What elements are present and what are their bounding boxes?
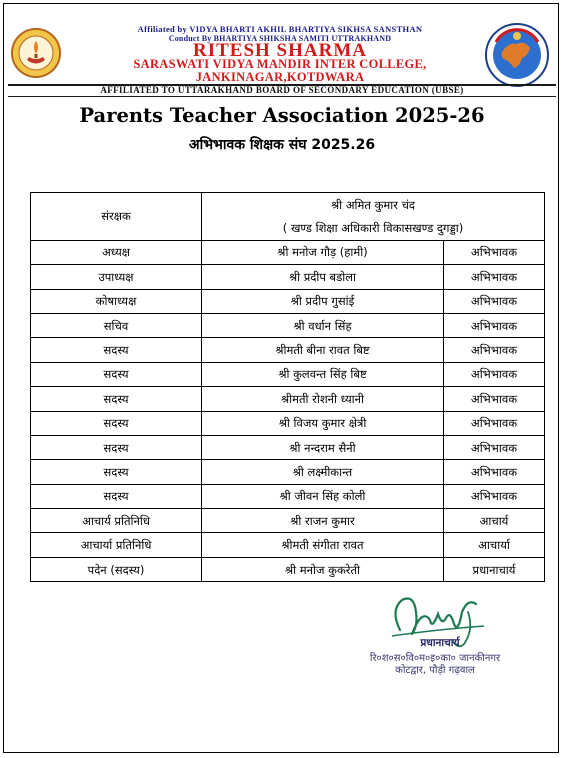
conduct-line: Conduct By BHARTIYA SHIKSHA SAMITI UTTRAKHAND [168, 34, 392, 43]
school-address: JANKINAGAR,KOTDWARA [195, 70, 365, 84]
signature-school: रि०श०स०वि०म०इ०का० जानकीनगर [369, 653, 501, 664]
member-post: कोषाध्यक्ष [31, 289, 202, 313]
letterhead [0, 0, 564, 100]
member-post: सचिव [31, 313, 202, 337]
patron-role: संरक्षक [31, 193, 202, 241]
table-row [31, 240, 545, 264]
board-affiliation: AFFILIATED TO UTTARAKHAND BOARD OF SECONDARY EDUCATION (UBSE) [100, 85, 464, 95]
member-category: आचार्या [444, 533, 545, 557]
member-name: श्री नन्दराम सैनी [202, 435, 444, 459]
member-post: पदेन (सदस्य) [31, 557, 202, 581]
table-row [31, 435, 545, 459]
member-name: श्री जीवन सिंह कोली [202, 484, 444, 508]
table-row [31, 509, 545, 533]
member-category: अभिभावक [444, 265, 545, 289]
table-row [31, 411, 545, 435]
table-row [31, 313, 545, 337]
member-name: श्रीमती रोशनी ध्यानी [202, 387, 444, 411]
table-row [31, 362, 545, 386]
member-post: सदस्य [31, 484, 202, 508]
member-name: श्री विजय कुमार क्षेत्री [202, 411, 444, 435]
patron-row [31, 193, 545, 217]
member-post: सदस्य [31, 387, 202, 411]
member-category: अभिभावक [444, 313, 545, 337]
member-category: आचार्य [444, 509, 545, 533]
header-rule-bottom [8, 96, 556, 97]
member-post: अध्यक्ष [31, 240, 202, 264]
table-row [31, 484, 545, 508]
table-row [31, 289, 545, 313]
member-name: श्री राजन कुमार [202, 509, 444, 533]
lamp-emblem-icon [10, 27, 62, 79]
member-name: श्री वर्धान सिंह [202, 313, 444, 337]
member-name: श्रीमती संगीता रावत [202, 533, 444, 557]
member-name: श्री लक्ष्मीकान्त [202, 460, 444, 484]
table-row [31, 338, 545, 362]
patron-designation: ( खण्ड शिक्षा अधिकारी विकासखण्ड दुगड्डा) [202, 216, 545, 240]
signature-role: प्रधानाचार्य [420, 637, 460, 649]
member-category: अभिभावक [444, 362, 545, 386]
member-name: श्री प्रदीप बडोला [202, 265, 444, 289]
member-name: श्री मनोज कुकरेती [202, 557, 444, 581]
table-row [31, 265, 545, 289]
member-category: अभिभावक [444, 387, 545, 411]
member-category: अभिभावक [444, 289, 545, 313]
member-name: श्रीमती बीना रावत बिष्ट [202, 338, 444, 362]
member-post: सदस्य [31, 435, 202, 459]
table-row [31, 557, 545, 581]
table-row [31, 460, 545, 484]
member-category: अभिभावक [444, 338, 545, 362]
page-title: Parents Teacher Association 2025-26 [79, 104, 485, 127]
member-category: अभिभावक [444, 240, 545, 264]
member-category: प्रधानाचार्य [444, 557, 545, 581]
member-post: सदस्य [31, 460, 202, 484]
member-name: श्री प्रदीप गुसांई [202, 289, 444, 313]
member-post: सदस्य [31, 411, 202, 435]
signature-place: कोटद्वार, पौड़ी गढ़वाल [395, 665, 475, 676]
member-category: अभिभावक [444, 484, 545, 508]
school-name: RITESH SHARMA [193, 40, 367, 61]
school-name-line2: SARASWATI VIDYA MANDIR INTER COLLEGE, [133, 57, 427, 71]
member-post: आचार्या प्रतिनिधि [31, 533, 202, 557]
member-category: अभिभावक [444, 435, 545, 459]
member-category: अभिभावक [444, 460, 545, 484]
member-name: श्री कुलवन्त सिंह बिष्ट [202, 362, 444, 386]
page-title-hindi: अभिभावक शिक्षक संघ 2025.26 [188, 137, 376, 153]
member-category: अभिभावक [444, 411, 545, 435]
affiliation-line: Affiliated by VIDYA BHARTI AKHIL BHARTIYA SIKHSA SANSTHAN [137, 24, 423, 34]
table-row [31, 533, 545, 557]
member-post: सदस्य [31, 338, 202, 362]
member-name: श्री मनोज गौड़ (हामी) [202, 240, 444, 264]
member-post: उपाध्यक्ष [31, 265, 202, 289]
member-post: आचार्य प्रतिनिधि [31, 509, 202, 533]
vidya-bharti-globe-icon [484, 22, 550, 88]
member-post: सदस्य [31, 362, 202, 386]
patron-name: श्री अमित कुमार चंद [202, 193, 545, 217]
table-row [31, 387, 545, 411]
pta-members-table [30, 192, 545, 582]
